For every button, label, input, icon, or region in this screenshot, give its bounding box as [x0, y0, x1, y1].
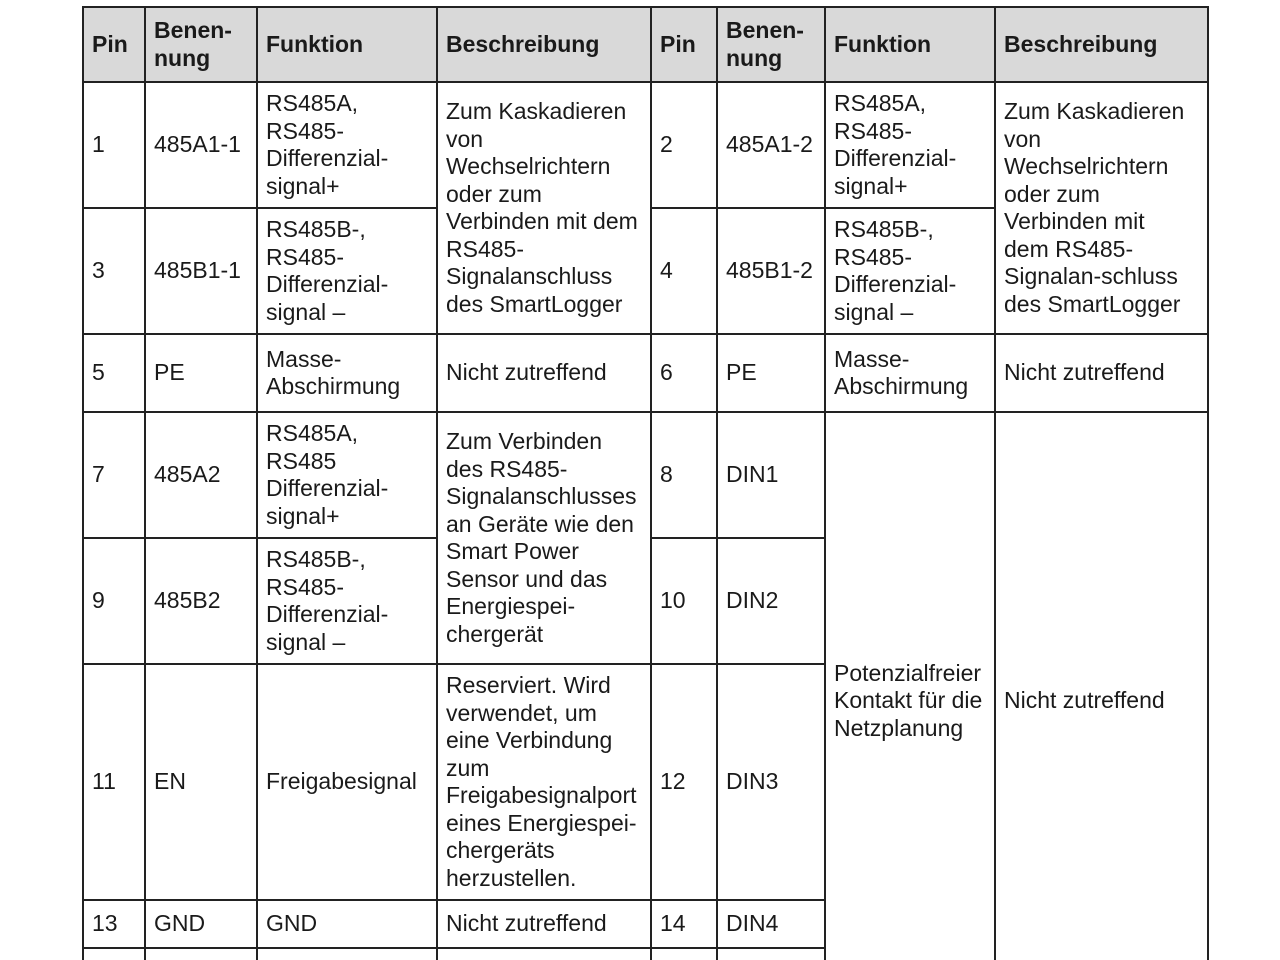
name-cell: DIN1 — [717, 412, 825, 538]
header-beschreibung: Beschreibung — [437, 7, 651, 82]
pin-cell: 12 — [651, 664, 717, 900]
function-cell: Freigabesignal — [257, 664, 437, 900]
pin-cell: 13 — [83, 900, 145, 948]
name-cell: 485A2 — [145, 412, 257, 538]
pin-cell: 7 — [83, 412, 145, 538]
description-cell: Nicht zutreffend — [995, 412, 1208, 960]
name-cell: 485B2 — [145, 538, 257, 664]
header-funktion: Funktion — [825, 7, 995, 82]
name-cell — [145, 948, 257, 960]
pin-cell: 11 — [83, 664, 145, 900]
function-cell: RS485A, RS485- Differenzial- signal+ — [825, 82, 995, 208]
function-cell: GND — [257, 900, 437, 948]
function-cell: Masse- Abschirmung — [825, 334, 995, 412]
table-header-row — [83, 7, 1208, 82]
description-cell: Zum Kaskadieren von Wechselrichtern oder zum Verbinden mit dem RS485- Signalan-schluss des SmartLogger — [995, 82, 1208, 334]
description-cell: Zum Kaskadieren von Wechselrichtern oder zum Verbinden mit dem RS485- Signalanschluss des SmartLogger — [437, 82, 651, 334]
pin-cell: 1 — [83, 82, 145, 208]
description-cell: Nicht zutreffend — [437, 334, 651, 412]
pin-cell — [651, 948, 717, 960]
function-cell — [257, 948, 437, 960]
header-funktion: Funktion — [257, 7, 437, 82]
description-cell — [437, 948, 651, 960]
name-cell: PE — [717, 334, 825, 412]
function-cell: RS485A, RS485- Differenzial- signal+ — [257, 82, 437, 208]
name-cell: 485A1-2 — [717, 82, 825, 208]
header-beschreibung: Beschreibung — [995, 7, 1208, 82]
pin-cell: 3 — [83, 208, 145, 334]
description-cell: Zum Verbinden des RS485- Signalanschlusses an Geräte wie den Smart Power Sensor und das Energiespei- chergerät — [437, 412, 651, 664]
pin-cell: 14 — [651, 900, 717, 948]
function-cell: RS485B-, RS485- Differenzial- signal – — [825, 208, 995, 334]
name-cell: EN — [145, 664, 257, 900]
table-row — [83, 334, 1208, 412]
pin-cell: 5 — [83, 334, 145, 412]
name-cell: PE — [145, 334, 257, 412]
table-row — [83, 412, 1208, 538]
pin-cell — [83, 948, 145, 960]
pin-cell: 9 — [83, 538, 145, 664]
pin-cell: 2 — [651, 82, 717, 208]
name-cell: 485B1-2 — [717, 208, 825, 334]
function-cell: RS485B-, RS485- Differenzial- signal – — [257, 208, 437, 334]
function-cell: RS485B-, RS485- Differenzial- signal – — [257, 538, 437, 664]
name-cell: GND — [145, 900, 257, 948]
description-cell: Nicht zutreffend — [437, 900, 651, 948]
name-cell: DIN3 — [717, 664, 825, 900]
name-cell: 485B1-1 — [145, 208, 257, 334]
pin-cell: 8 — [651, 412, 717, 538]
name-cell: DIN2 — [717, 538, 825, 664]
description-cell: Reserviert. Wird verwendet, um eine Verbindung zum Freigabesignalport eines Energiespei- chergeräts herzustellen. — [437, 664, 651, 900]
header-benennung: Benen- nung — [717, 7, 825, 82]
function-cell: Potenzialfreier Kontakt für die Netzplanung — [825, 412, 995, 960]
description-cell: Nicht zutreffend — [995, 334, 1208, 412]
pin-assignment-table — [82, 6, 1209, 960]
pin-cell: 6 — [651, 334, 717, 412]
function-cell: RS485A, RS485 Differenzial- signal+ — [257, 412, 437, 538]
pin-cell: 10 — [651, 538, 717, 664]
name-cell: 485A1-1 — [145, 82, 257, 208]
name-cell: DIN4 — [717, 900, 825, 948]
function-cell: Masse- Abschirmung — [257, 334, 437, 412]
header-pin: Pin — [651, 7, 717, 82]
header-benennung: Benen- nung — [145, 7, 257, 82]
table-row — [83, 82, 1208, 208]
name-cell — [717, 948, 825, 960]
header-pin: Pin — [83, 7, 145, 82]
pin-cell: 4 — [651, 208, 717, 334]
